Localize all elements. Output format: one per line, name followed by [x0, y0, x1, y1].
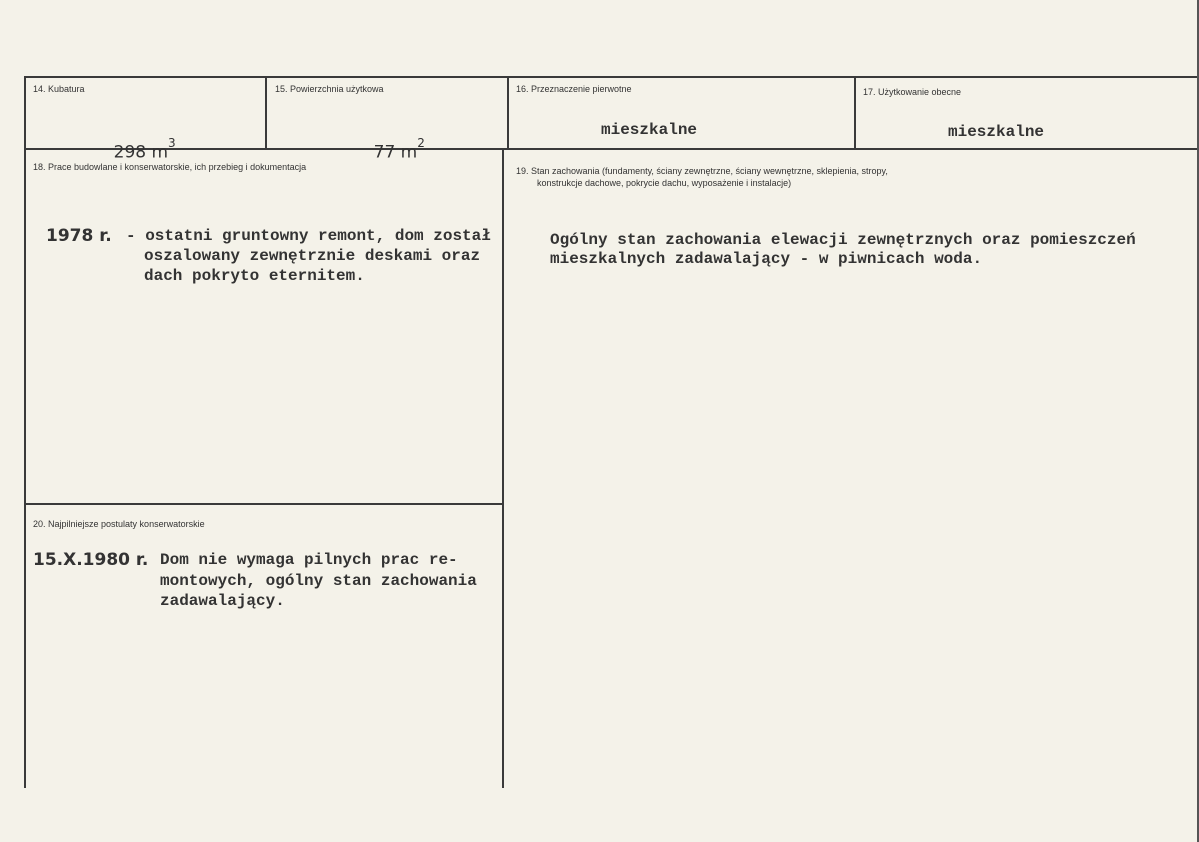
uzytkowanie-label: 17. Użytkowanie obecne	[863, 87, 962, 97]
postulaty-label: 20. Najpilniejsze postulaty konserwatorskie	[33, 519, 205, 529]
col-divider-2	[507, 76, 509, 149]
powierzchnia-exponent: 2	[417, 136, 425, 150]
stan-line-2: mieszkalnych zadawalający - w piwnicach woda.	[550, 250, 983, 268]
stan-label-line-2: konstrukcje dachowe, pokrycie dachu, wyposażenie i instalacje)	[537, 178, 792, 188]
powierzchnia-label: 15. Powierzchnia użytkowa	[275, 84, 384, 94]
col-divider-1	[265, 76, 267, 149]
postulaty-line-2: montowych, ogólny stan zachowania	[160, 572, 477, 590]
prace-label: 18. Prace budowlane i konserwatorskie, ich przebieg i dokumentacja	[33, 162, 307, 172]
left-border	[24, 76, 26, 788]
stan-line-1: Ogólny stan zachowania elewacji zewnętrznych oraz pomieszczeń	[550, 231, 1136, 249]
postulaty-date: 15.X.1980 r.	[33, 550, 149, 570]
prace-line-2: oszalowany zewnętrznie deskami oraz	[144, 247, 481, 265]
main-column-divider	[502, 148, 504, 788]
kubatura-label: 14. Kubatura	[33, 84, 85, 94]
prace-line-1: - ostatni gruntowny remont, dom został	[126, 227, 491, 245]
postulaty-line-3: zadawalający.	[160, 592, 285, 610]
kubatura-number: 298 m	[113, 142, 169, 163]
uzytkowanie-value: mieszkalne	[948, 123, 1045, 141]
kubatura-exponent: 3	[168, 136, 176, 150]
przeznaczenie-value: mieszkalne	[601, 121, 698, 139]
przeznaczenie-label: 16. Przeznaczenie pierwotne	[516, 84, 632, 94]
row-divider	[24, 148, 1199, 150]
col-divider-3	[854, 76, 856, 149]
powierzchnia-value	[352, 117, 425, 183]
section-divider	[24, 503, 502, 505]
prace-line-3: dach pokryto eternitem.	[144, 267, 365, 285]
top-rule	[24, 76, 1199, 78]
prace-year: 1978 r.	[46, 226, 112, 246]
postulaty-line-1: Dom nie wymaga pilnych prac re-	[160, 551, 458, 569]
powierzchnia-number: 77 m	[373, 142, 418, 163]
stan-label-line-1: 19. Stan zachowania (fundamenty, ściany zewnętrzne, ściany wewnętrzne, sklepienia, stropy,	[516, 166, 888, 176]
